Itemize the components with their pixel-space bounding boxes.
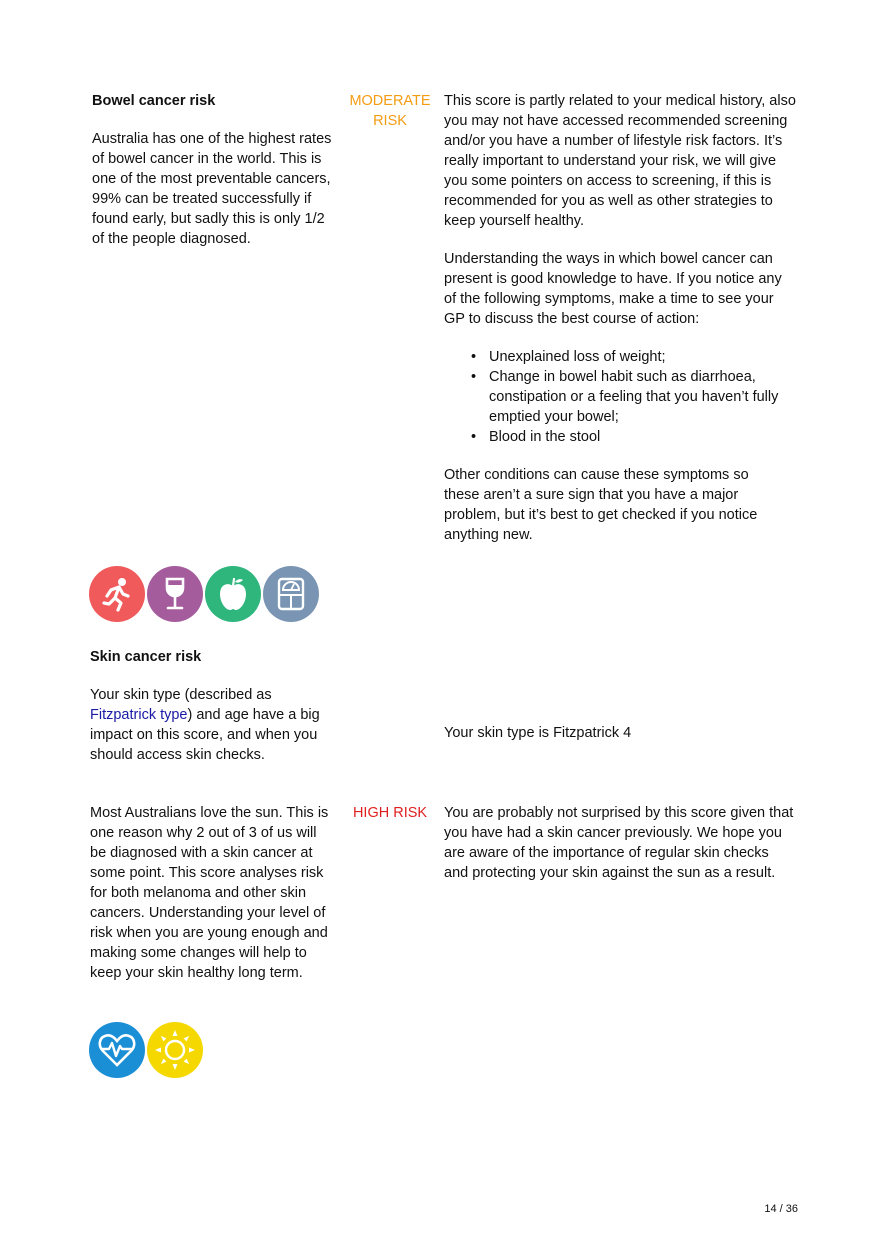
bowel-risk-badge	[340, 91, 440, 131]
apple-icon	[205, 566, 261, 622]
skin-type-result: Your skin type is Fitzpatrick 4	[444, 725, 632, 741]
bowel-symptoms-intro: Understanding the ways in which bowel cancer can present is good knowledge to have. If you notice any of the following symptoms, make a time to see your GP to discuss the best course of action:	[444, 251, 782, 327]
skin-section-title: Skin cancer risk	[90, 649, 202, 665]
bowel-other-conditions-text: Other conditions can cause these symptoms so these aren’t a sure sign that you have a major problem, but it’s best to get checked if you notice anything new.	[444, 467, 758, 543]
skin-intro-text	[90, 685, 335, 765]
skin-risk-badge: HIGH RISK	[352, 805, 428, 821]
scale-icon	[263, 566, 319, 622]
bowel-risk-word: RISK	[373, 113, 407, 129]
bowel-section-title: Bowel cancer risk	[92, 93, 216, 109]
skin-intro-start: Your skin type (described as	[90, 687, 272, 703]
fitzpatrick-type-link[interactable]: Fitzpatrick type	[90, 707, 188, 723]
skin-score-explanation: You are probably not surprised by this score given that you have had a skin cancer previously. We hope you are aware of the importance of regular skin checks and protecting your skin against the sun as a result.	[444, 805, 794, 881]
skin-sun-text: Most Australians love the sun. This is one reason why 2 out of 3 of us will be diagnosed with a skin cancer at some point. This score analyses risk for both melanoma and other skin cancers. Understanding your level of risk when you are young enough and making some changes will help to keep your skin healthy long term.	[90, 805, 329, 981]
heartbeat-icon	[89, 1022, 145, 1078]
bowel-intro-text: Australia has one of the highest rates of bowel cancer in the world. This is one of the most preventable cancers, 99% can be treated successfully if found early, but sadly this is only 1/2 of the people diagnosed.	[92, 131, 332, 247]
symptoms-list	[471, 347, 781, 447]
bowel-score-explanation: This score is partly related to your medical history, also you may not have accessed recommended screening and/or you have a number of lifestyle risk factors. It’s really important to understand your risk, we will give you some pointers on access to screening, if this is recommended for you as well as other strategies to keep yourself healthy.	[444, 93, 796, 229]
symptom-item: • Unexplained loss of weight;	[471, 347, 781, 367]
page-number: 14 / 36	[764, 1203, 798, 1215]
skin-lifestyle-icons	[89, 1022, 203, 1078]
wine-glass-icon	[147, 566, 203, 622]
bowel-lifestyle-icons	[89, 566, 319, 622]
symptom-item: • Change in bowel habit such as diarrhoea, constipation or a feeling that you haven’t fully emptied your bowel;	[471, 367, 781, 427]
sun-icon	[147, 1022, 203, 1078]
running-icon	[89, 566, 145, 622]
bowel-details	[444, 91, 796, 545]
bowel-risk-level: MODERATE	[349, 93, 431, 109]
symptom-item: • Blood in the stool	[471, 427, 781, 447]
skin-intro-end: ) and age have a big impact on this score, and when you should access skin checks.	[90, 707, 320, 763]
